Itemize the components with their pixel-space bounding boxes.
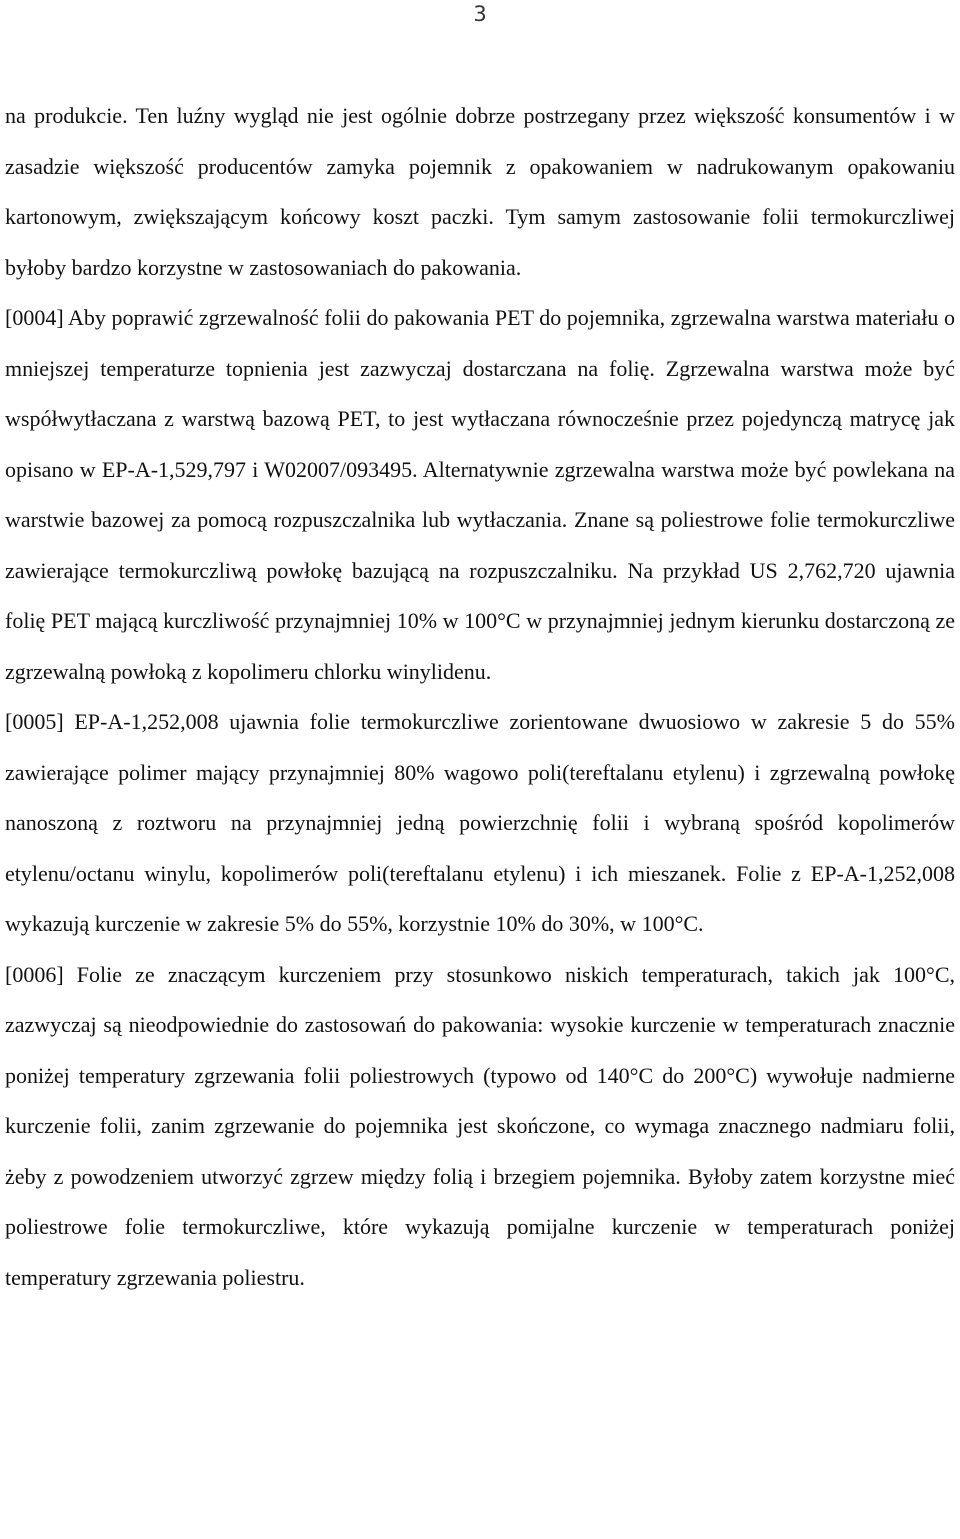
- paragraph-0006: [0006] Folie ze znaczącym kurczeniem przy stosunkowo niskich temperaturach, takich jak 100°C, zazwyczaj są nieodpowiednie do zastosowań do pakowania: wysokie kurczenie w temperaturach znacznie poniżej temperatury zgrzewania folii poliestrowych (typowo od 140°C do 200°C) wywołuje nadmierne kurczenie folii, zanim zgrzewanie do pojemnika jest skończone, co wymaga znacznego nadmiaru folii, żeby z powodzeniem utworzyć zgrzew między folią i brzegiem pojemnika. Byłoby zatem korzystne mieć poliestrowe folie termokurczliwe, które wykazują pomijalne kurczenie w temperaturach poniżej temperatury zgrzewania poliestru.: [5, 961, 955, 1290]
- document-body: [5, 91, 955, 1303]
- paragraph-0004: [0004] Aby poprawić zgrzewalność folii do pakowania PET do pojemnika, zgrzewalna warstwa materiału o mniejszej temperaturze topnienia jest zazwyczaj dostarczana na folię. Zgrzewalna warstwa może być współwytłaczana z warstwą bazową PET, to jest wytłaczana równocześnie przez pojedynczą matrycę jak opisano w EP-A-1,529,797 i W02007/093495. Alternatywnie zgrzewalna warstwa może być powlekana na warstwie bazowej za pomocą rozpuszczalnika lub wytłaczania. Znane są poliestrowe folie termokurczliwe zawierające termokurczliwą powłokę bazującą na rozpuszczalniku. Na przykład US 2,762,720 ujawnia folię PET mającą kurczliwość przynajmniej 10% w 100°C w przynajmniej jednym kierunku dostarczoną ze zgrzewalną powłoką z kopolimeru chlorku winylidenu.: [5, 305, 955, 684]
- page-number: 3: [473, 2, 487, 26]
- paragraph-continuation: na produkcie. Ten luźny wygląd nie jest ogólnie dobrze postrzegany przez większość konsumentów i w zasadzie większość producentów zamyka pojemnik z opakowaniem w nadrukowanym opakowaniu kartonowym, zwiększającym końcowy koszt paczki. Tym samym zastosowanie folii termokurczliwej byłoby bardzo korzystne w zastosowaniach do pakowania.: [5, 103, 955, 280]
- paragraph-0005: [0005] EP-A-1,252,008 ujawnia folie termokurczliwe zorientowane dwuosiowo w zakresie 5 do 55% zawierające polimer mający przynajmniej 80% wagowo poli(tereftalanu etylenu) i zgrzewalną powłokę nanoszoną z roztworu na przynajmniej jedną powierzchnię folii i wybraną spośród kopolimerów etylenu/octanu winylu, kopolimerów poli(tereftalanu etylenu) i ich mieszanek. Folie z EP-A-1,252,008 wykazują kurczenie w zakresie 5% do 55%, korzystnie 10% do 30%, w 100°C.: [5, 709, 955, 936]
